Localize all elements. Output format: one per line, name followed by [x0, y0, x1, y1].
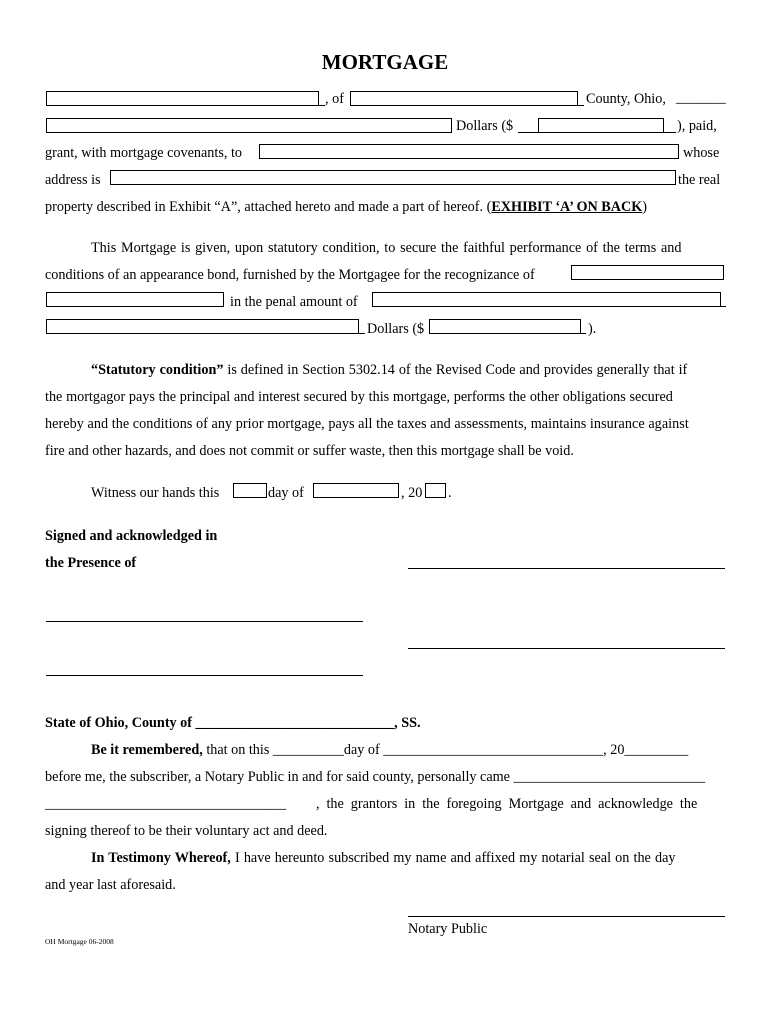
- para3-line3: hereby and the conditions of any prior mortgage, pays all the taxes and assessments, maintains insurance against: [45, 416, 689, 432]
- year-last-line: and year last aforesaid.: [45, 877, 176, 893]
- mortgagee-field[interactable]: [259, 144, 679, 159]
- penal-amount-field[interactable]: [372, 292, 721, 307]
- notary-public-label: Notary Public: [408, 921, 488, 937]
- day-of-label: day of: [268, 485, 304, 501]
- penal-dollars-label: Dollars ($: [367, 321, 425, 337]
- recognizance-input[interactable]: [572, 266, 723, 279]
- mortgagee-input[interactable]: [260, 145, 678, 158]
- witness-day-input[interactable]: [234, 484, 266, 497]
- amount-words-field[interactable]: [46, 118, 452, 133]
- property-text: property described in Exhibit “A”, attached hereto and made a part of hereof. (: [45, 199, 492, 215]
- recognizance2-input[interactable]: [47, 293, 223, 306]
- address-label: address is: [45, 172, 101, 188]
- underline: [581, 333, 586, 334]
- penal-words-field[interactable]: [46, 319, 359, 334]
- para3-line2: the mortgagor pays the principal and interest secured by this mortgage, performs the other obligations secured: [45, 389, 673, 405]
- para3-line1: [91, 361, 687, 379]
- witness-end: .: [448, 485, 452, 501]
- grantors-blank: __________________________________: [45, 796, 287, 812]
- witness-year-field[interactable]: [425, 483, 446, 498]
- penal-words-input[interactable]: [47, 320, 358, 333]
- recognizance-field[interactable]: [571, 265, 724, 280]
- form-footer: OH Mortgage 06-2008: [45, 937, 114, 946]
- para3-line1-text: is defined in Section 5302.14 of the Revised Code and provides generally that if: [223, 362, 688, 378]
- county-trail-blank: _______: [676, 90, 726, 106]
- penal-number-input[interactable]: [430, 320, 580, 333]
- of-label: , of: [325, 91, 344, 107]
- signed-heading-line2: the Presence of: [45, 555, 137, 571]
- whose-label: whose: [683, 145, 720, 161]
- testimony-line: [91, 849, 675, 867]
- para2-line2: conditions of an appearance bond, furnished by the Mortgagee for the recognizance of: [45, 267, 535, 283]
- penal-amount-label: in the penal amount of: [230, 294, 358, 310]
- property-description: [45, 198, 647, 216]
- paid-label: ), paid,: [677, 118, 717, 134]
- amount-number-field[interactable]: [538, 118, 664, 133]
- address-input[interactable]: [111, 171, 675, 184]
- mortgagor-name-input[interactable]: [47, 92, 318, 105]
- year-prefix: , 20: [401, 485, 423, 501]
- address-field[interactable]: [110, 170, 676, 185]
- witness-day-field[interactable]: [233, 483, 267, 498]
- notary-signature-line[interactable]: [408, 916, 725, 917]
- signing-line: signing thereof to be their voluntary act and deed.: [45, 823, 328, 839]
- underline: [664, 132, 676, 133]
- penal-end: ).: [588, 321, 597, 337]
- underline: [721, 306, 726, 307]
- be-it-remembered-term: Be it remembered,: [91, 742, 203, 758]
- grantors-line: , the grantors in the foregoing Mortgage and acknowledge the: [316, 796, 698, 812]
- witness-signature-line-2[interactable]: [46, 675, 363, 676]
- county-input[interactable]: [351, 92, 577, 105]
- be-it-remembered-text: that on this __________day of _______________________________, 20_________: [202, 742, 689, 758]
- witness-label: Witness our hands this: [91, 485, 220, 501]
- underline: [578, 105, 584, 106]
- close-paren: ): [642, 199, 648, 215]
- mortgagor-name-field[interactable]: [46, 91, 319, 106]
- exhibit-note: EXHIBIT ‘A’ ON BACK: [491, 199, 643, 215]
- document-title: MORTGAGE: [321, 50, 449, 74]
- be-it-remembered-line: [91, 741, 688, 759]
- testimony-term: In Testimony Whereof,: [91, 850, 231, 866]
- penal-amount-input[interactable]: [373, 293, 720, 306]
- before-me-line: before me, the subscriber, a Notary Public in and for said county, personally came ___________________________: [45, 769, 706, 785]
- county-ohio-label: County, Ohio,: [586, 91, 666, 107]
- grant-label: grant, with mortgage covenants, to: [45, 145, 242, 161]
- grantor-signature-line-2[interactable]: [408, 648, 725, 649]
- recognizance2-field[interactable]: [46, 292, 224, 307]
- underline: [518, 132, 538, 133]
- county-field[interactable]: [350, 91, 578, 106]
- witness-month-input[interactable]: [314, 484, 398, 497]
- penal-number-field[interactable]: [429, 319, 581, 334]
- amount-words-input[interactable]: [47, 119, 451, 132]
- testimony-text: I have hereunto subscribed my name and affixed my notarial seal on the day: [230, 850, 676, 866]
- para2-line1: This Mortgage is given, upon statutory condition, to secure the faithful performance of the terms and: [91, 240, 682, 256]
- amount-number-input[interactable]: [539, 119, 663, 132]
- dollars-label: Dollars ($: [456, 118, 514, 134]
- witness-signature-line-1[interactable]: [46, 621, 363, 622]
- grantor-signature-line-1[interactable]: [408, 568, 725, 569]
- statutory-condition-term: “Statutory condition”: [91, 362, 224, 378]
- state-county-line: State of Ohio, County of ____________________________, SS.: [45, 715, 421, 731]
- signed-heading-line1: Signed and acknowledged in: [45, 528, 218, 544]
- the-real-label: the real: [678, 172, 721, 188]
- witness-year-input[interactable]: [426, 484, 445, 497]
- witness-month-field[interactable]: [313, 483, 399, 498]
- underline: [359, 333, 365, 334]
- para3-line4: fire and other hazards, and does not commit or suffer waste, then this mortgage shall be void.: [45, 443, 574, 459]
